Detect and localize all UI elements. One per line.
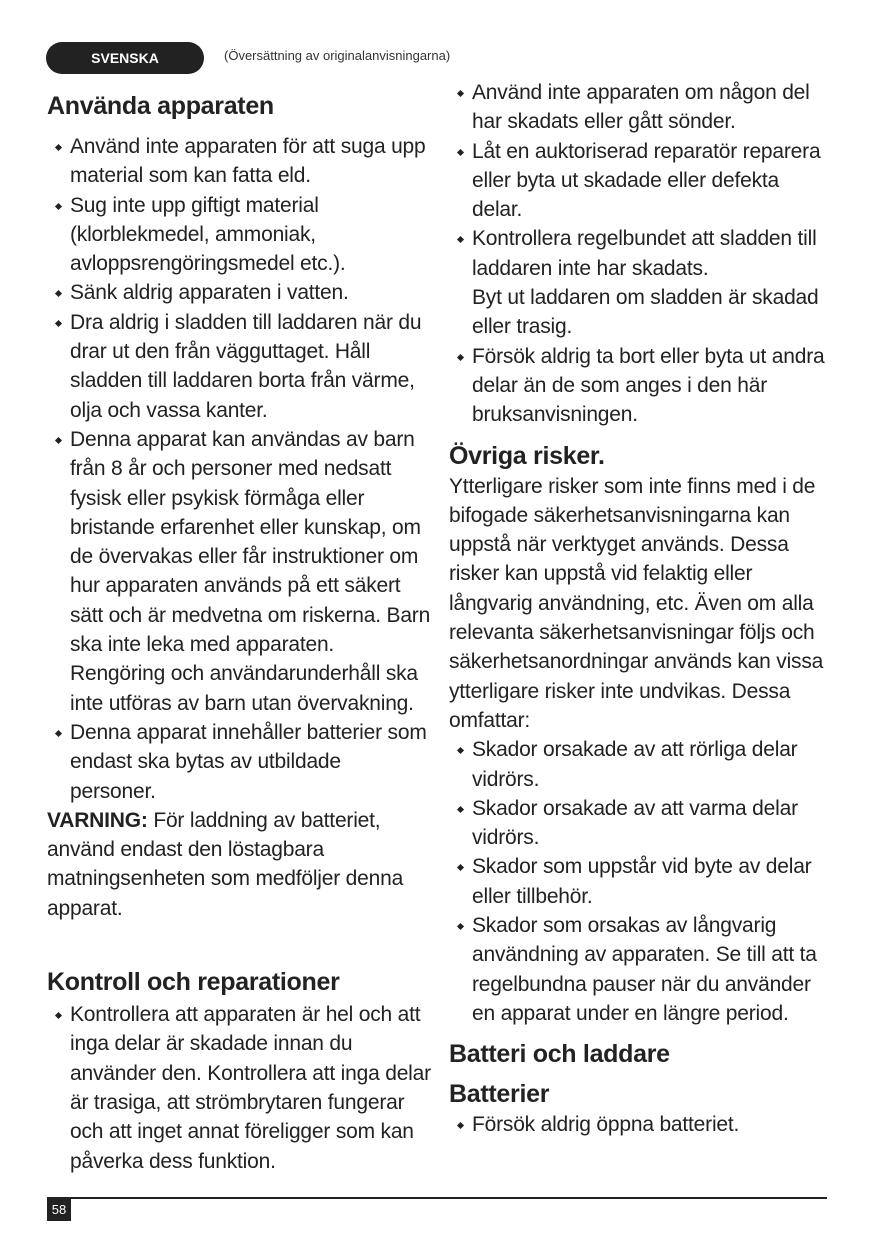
cord-note: Byt ut laddaren om sladden är skadad eller trasig. [472,286,819,339]
list-item: Låt en auktoriserad reparatör reparera eller byta ut skadade eller defekta delar. [449,137,834,225]
risks-list [449,735,834,1028]
warning-paragraph [47,806,432,923]
right-column [449,78,834,1140]
warning-text: För laddning av batteriet, använd endast den löstagbara matningsenheten som medföljer denna apparat. [47,808,404,920]
page-number: 58 [47,1199,71,1221]
list-item: Kontrollera regelbundet att sladden till laddaren inte har skadats. [449,224,834,283]
repair-list-continued [449,342,834,430]
list-item: Skador som orsakas av långvarig användning av apparaten. Se till att ta regelbundna pauser när du använder en apparat under en längre period. [449,911,834,1028]
section-title-battery-charger: Batteri och laddare [449,1040,670,1069]
list-item: Dra aldrig i sladden till laddaren när du drar ut den från vägguttaget. Håll sladden till laddaren borta från värme, olja och vassa kanter. [47,308,432,425]
list-item: Skador orsakade av att rörliga delar vidrörs. [449,735,834,794]
left-column [47,78,432,1176]
list-item: Försök aldrig ta bort eller byta ut andra delar än de som anges i den här bruksanvisningen. [449,342,834,430]
list-item: Använd inte apparaten om någon del har skadats eller gått sönder. [449,78,834,137]
battery-list [449,1110,834,1139]
warning-label: VARNING: [47,808,148,832]
using-list [47,132,432,806]
section-title-inspection: Kontroll och reparationer [47,968,340,997]
section-title-batteries: Batterier [449,1080,550,1109]
list-item: Försök aldrig öppna batteriet. [449,1110,834,1139]
section-title-risks: Övriga risker. [449,441,605,470]
inspection-list [47,1000,432,1176]
list-item: Denna apparat innehåller batterier som endast ska bytas av utbildade personer. [47,718,432,806]
footer-divider [47,1197,827,1199]
list-item: Kontrollera att apparaten är hel och att inga delar är skadade innan du använder den. Kontrollera att inga delar är trasiga, att strömbrytaren fungerar och att inget annat föreligger som kan påverka dess funktion. [47,1000,432,1176]
section-title-using: Använda apparaten [47,92,274,120]
language-badge: SVENSKA [46,42,204,74]
list-item: Använd inte apparaten för att suga upp material som kan fatta eld. [47,132,432,191]
translation-note: (Översättning av originalanvisningarna) [224,48,451,63]
list-item: Denna apparat kan användas av barn från 8 år och personer med nedsatt fysisk eller psykisk förmåga eller bristande erfarenhet eller kunskap, om de övervakas eller får instruktioner om hur apparaten används på ett säkert sätt och är medvetna om riskerna. Barn ska inte leka med apparaten. Rengöring och användarunderhåll ska inte utföras av barn utan övervakning. [47,425,432,718]
list-item: Sänk aldrig apparaten i vatten. [47,278,432,307]
risks-intro: Ytterligare risker som inte finns med i de bifogade säkerhetsanvisningarna kan uppstå när verktyget används. Dessa risker kan uppstå vid felaktig eller långvarig användning, etc. Även om alla relevanta säkerhetsanvisningar följs och säkerhetsanordningar används kan vissa ytterligare risker inte undvikas. Dessa omfattar: [449,474,824,732]
list-item: Sug inte upp giftigt material (klorblekmedel, ammoniak, avloppsrengöringsmedel etc.). [47,191,432,279]
list-item: Skador som uppstår vid byte av delar eller tillbehör. [449,852,834,911]
repair-list [449,78,834,283]
list-item: Skador orsakade av att varma delar vidrörs. [449,794,834,853]
